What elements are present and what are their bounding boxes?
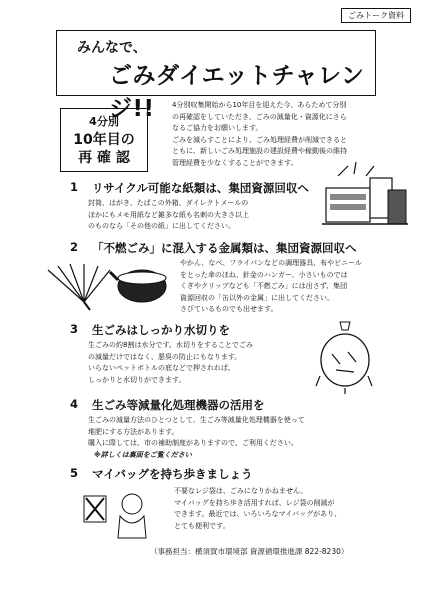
- header-tag: ごみトーク資料: [341, 8, 411, 23]
- section-3-body: [88, 340, 308, 386]
- intro-line: 4分別収集開始から10年目を迎えた今、あらためて分別: [172, 101, 347, 109]
- intro-line: なるご協力をお願いします。: [172, 124, 263, 132]
- body-note: ※詳しくは裏面をご覧ください: [94, 450, 192, 459]
- section-1-heading: リサイクル可能な紙類は、集団資源回収へ: [92, 181, 309, 195]
- pot-icon: [108, 262, 170, 308]
- section-3-number: 3: [70, 322, 79, 336]
- section-2-body: [180, 258, 412, 316]
- body-line: さびているものでも出せます。: [180, 305, 278, 313]
- body-line: の減量だけではなく、悪臭の防止にもなります。: [88, 352, 242, 361]
- body-line: とても便利です。: [174, 521, 230, 530]
- contact-footer: （事務担当：横須賀市環境部 資源循環推進課 822-8230）: [150, 547, 349, 556]
- no-plastic-bag-icon: [80, 486, 160, 542]
- body-line: 生ごみの約8割は水分です。水切りをすることでごみ: [88, 341, 253, 349]
- sidebox-line1: 4分別: [89, 115, 119, 128]
- body-line: ほかにもメモ用紙など雑多な紙も名刺の大きさ以上: [88, 210, 249, 219]
- body-line: 不要なレジ袋は、ごみになりかねません。: [174, 487, 308, 495]
- section-4-number: 4: [70, 397, 79, 411]
- section-5-body: [174, 486, 406, 532]
- banner-line2: ごみダイエットチャレンジ!!: [109, 63, 365, 122]
- section-1-body: [88, 198, 308, 233]
- banner-line1: みんなで、: [77, 40, 147, 56]
- intro-line: の再確認をしていただき、ごみの減量化・資源化にさら: [172, 112, 347, 121]
- body-line: 生ごみの減量方法のひとつとして、生ごみ等減量化処理機器を使って: [88, 416, 305, 424]
- body-line: マイバッグを持ち歩き活用すれば、レジ袋の削減が: [174, 498, 335, 507]
- body-line: をとった傘のほね、針金のハンガー、小さいものでは: [180, 270, 348, 279]
- body-line: 購入に際しては、市の補助制度がありますので、ご利用ください。: [88, 439, 298, 447]
- intro-line: 管理経費を少なくすることができます。: [172, 158, 298, 167]
- garbage-bag-icon: [310, 316, 380, 394]
- section-5-number: 5: [70, 466, 79, 480]
- body-line: 堆肥にする方法があります。: [88, 427, 179, 436]
- body-line: できます。最近では、いろいろなマイバッグがあり、: [174, 510, 342, 518]
- section-3-heading: 生ごみはしっかり水切りを: [92, 323, 230, 337]
- body-line: 封筒、はがき、たばこの外箱、ダイレクトメールの: [88, 199, 249, 207]
- reconfirm-box: [60, 108, 148, 172]
- section-4-heading: 生ごみ等減量化処理機器の活用を: [92, 398, 265, 412]
- paper-bundle-icon: [318, 158, 413, 238]
- body-line: のものなら「その他の紙」に出してください。: [88, 222, 235, 230]
- section-2-number: 2: [70, 240, 79, 254]
- sidebox-line3: 再 確 認: [78, 150, 130, 166]
- body-line: やかん、なべ、フライパンなどの調理器具、布やビニール: [180, 259, 362, 267]
- section-2-heading: 「不燃ごみ」に混入する金属類は、集団資源回収へ: [92, 241, 357, 255]
- intro-line: ごみを減らすことにより、ごみ処理経費が削減できると: [172, 135, 347, 144]
- sidebox-line2: 10年目の: [73, 132, 135, 148]
- body-line: くぎやクリップなども「不燃ごみ」には出さず、集団: [180, 282, 348, 290]
- body-line: いらないペットボトルの底などで押されれば、: [88, 364, 235, 372]
- body-line: 資源回収の「缶以外の金属」に出してください。: [180, 293, 334, 302]
- section-1-number: 1: [70, 180, 79, 194]
- section-4-body: [88, 415, 378, 461]
- intro-line: ともに、新しいごみ処理施設の建設経費や稼動後の維持: [172, 147, 347, 155]
- section-5-heading: マイバッグを持ち歩きましょう: [92, 467, 253, 481]
- body-line: しっかりと水切りができます。: [88, 375, 186, 384]
